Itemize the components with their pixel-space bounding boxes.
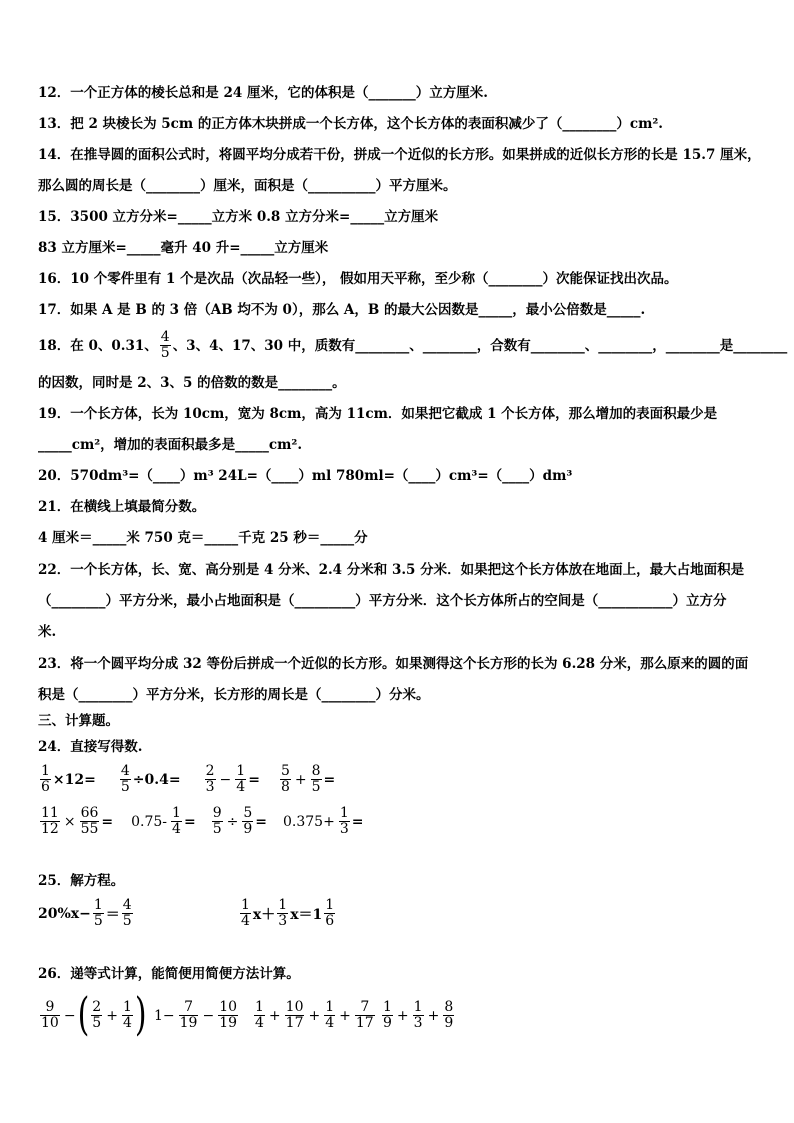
question-15-line-2: 83 立方厘米=_____毫升 40 升=_____立方厘米: [38, 240, 329, 256]
expr-text: =: [248, 771, 260, 788]
expr-text: ×12=: [52, 771, 96, 788]
q25-equation-1: [38, 898, 135, 929]
fraction: $\frac{2}{5}$: [92, 999, 102, 1031]
question-14-line-2: 那么圆的周长是（________）厘米，面积是（__________）平方厘米。: [38, 178, 457, 194]
fraction: $\frac{4}{5}$: [120, 763, 130, 795]
question-22-line-2: （________）平方分米，最小占地面积是（_________）平方分米．这个长方体所占的空间是（___________）立方分: [38, 593, 727, 609]
fraction: $\frac{9}{5}$: [212, 805, 222, 837]
question-21: 21．在横线上填最简分数。: [38, 499, 206, 515]
question-23-line-1: 23．将一个圆平均分成 32 等份后拼成一个近似的长方形。如果测得这个长方形的长为 6.28 分米，那么原来的圆的面: [38, 656, 749, 672]
expr-text: =: [255, 813, 267, 830]
question-14-line-1: 14．在推导圆的面积公式时，将圆平均分成若干份，拼成一个近似的长方形。如果拼成的近似长方形的长是 15.7 厘米，: [38, 147, 761, 163]
fraction: $\frac{1}{4}$: [122, 999, 132, 1031]
question-16: 16．10 个零件里有 1 个是次品（次品轻一些）， 假如用天平称，至少称（________）次能保证找出次品。: [38, 271, 678, 287]
fraction: $\frac{10}{17}$: [285, 999, 304, 1031]
fraction: $\frac{1}{6}$: [41, 763, 50, 795]
fraction: $\frac{1}{3}$: [278, 897, 288, 929]
question-21-items: 4 厘米＝_____米 750 克＝_____千克 25 秒＝_____分: [38, 530, 368, 546]
question-19-line-1: 19．一个长方体，长为 10cm，宽为 8cm，高为 11cm．如果把它截成 1 个长方体，那么增加的表面积最少是: [38, 406, 718, 422]
operator: +: [268, 1007, 281, 1024]
expr-text: =: [351, 813, 364, 830]
fraction: $\frac{9}{10}$: [41, 999, 59, 1031]
q24-row-1: [38, 764, 335, 795]
operator: −: [219, 771, 232, 788]
expr-text: =: [183, 813, 196, 830]
operator: ÷: [226, 813, 239, 830]
q26-expression-1: [38, 988, 147, 1041]
fraction: $\frac{8}{5}$: [311, 763, 321, 795]
fraction: $\frac{1}{3}$: [413, 999, 423, 1031]
fraction: $\frac{1}{3}$: [339, 805, 349, 837]
fraction: $\frac{8}{9}$: [444, 999, 454, 1031]
q18-suffix: 、3、4、17、30 中，质数有________、________，合数有________、________，________是________: [172, 337, 788, 354]
operator: +: [339, 1007, 351, 1024]
right-paren: ): [134, 988, 147, 1041]
question-18-line-2: 的因数，同时是 2、3、5 的倍数的数是________。: [38, 375, 346, 391]
operator: +: [294, 771, 307, 788]
section-3-heading: 三、计算题。: [38, 713, 119, 729]
fraction: $\frac{4}{5}$: [160, 329, 170, 361]
fraction: $\frac{7}{19}$: [179, 999, 198, 1031]
fraction: $\frac{1}{4}$: [236, 763, 246, 795]
left-paren: (: [77, 988, 90, 1041]
fraction: $\frac{7}{17}$: [355, 999, 374, 1031]
question-20: 20．570dm³=（____）m³ 24L=（____）ml 780ml=（____）cm³=（____）dm³: [38, 468, 573, 484]
expr-text: =: [323, 771, 336, 788]
q25-equation-2: [238, 898, 337, 929]
question-12: 12．一个正方体的棱长总和是 24 厘米，它的体积是（_______）立方厘米.: [38, 85, 488, 101]
fraction: $\frac{2}{3}$: [205, 763, 215, 795]
fraction: $\frac{10}{19}$: [219, 999, 238, 1031]
fraction: $\frac{1}{5}$: [93, 897, 103, 929]
expr-text: 0.375+: [283, 813, 335, 830]
q26-expression-4: [380, 1000, 456, 1031]
expr-text: ÷0.4=: [132, 771, 181, 788]
question-23-line-2: 积是（________）平方分米，长方形的周长是（________）分米。: [38, 687, 430, 703]
question-22-line-1: 22．一个长方体，长、宽、高分别是 4 分米、2.4 分米和 3.5 分米．如果把这个长方体放在地面上，最大占地面积是: [38, 562, 745, 578]
question-19-line-2: _____cm²，增加的表面积最多是_____cm².: [38, 437, 303, 453]
q26-expression-2: [152, 1000, 240, 1031]
q24-row-2: [38, 806, 363, 837]
operator: −: [63, 1007, 76, 1024]
fraction: $\frac{5}{9}$: [243, 805, 253, 837]
fraction: $\frac{4}{5}$: [122, 897, 132, 929]
expr-text: 20%x−: [38, 905, 91, 922]
expr-text: x＋: [252, 906, 276, 923]
expr-text: 0.75-: [131, 813, 168, 830]
operator: +: [427, 1007, 440, 1024]
fraction: $\frac{1}{6}$: [325, 897, 335, 929]
question-24: 24．直接写得数.: [38, 739, 143, 755]
question-18-line-1: [38, 330, 787, 361]
fraction: $\frac{1}{4}$: [172, 805, 181, 837]
q26-expression-3: [252, 1000, 377, 1031]
operator: +: [396, 1007, 409, 1024]
question-17: 17．如果 A 是 B 的 3 倍（AB 均不为 0），那么 A，B 的最大公因数是_____，最小公倍数是_____.: [38, 302, 646, 318]
fraction: $\frac{11}{12}$: [41, 805, 59, 837]
fraction: $\frac{66}{55}$: [80, 805, 99, 837]
fraction: $\frac{1}{9}$: [383, 999, 392, 1031]
question-25: 25．解方程。: [38, 873, 125, 889]
expr-text: x＝1: [290, 906, 323, 923]
fraction: $\frac{1}{4}$: [255, 999, 264, 1031]
operator: +: [106, 1007, 118, 1024]
expr-text: ＝: [105, 906, 120, 923]
operator: +: [308, 1007, 321, 1024]
question-15-line-1: 15．3500 立方分米=_____立方米 0.8 立方分米=_____立方厘米: [38, 209, 439, 225]
fraction: $\frac{5}{8}$: [280, 763, 290, 795]
question-22-line-3: 米.: [38, 624, 57, 640]
question-13: 13．把 2 块棱长为 5cm 的正方体木块拼成一个长方体，这个长方体的表面积减少了（________）cm².: [38, 116, 663, 132]
operator: ×: [63, 813, 76, 830]
q18-prefix: 18．在 0、0.31、: [38, 337, 158, 354]
fraction: $\frac{1}{4}$: [325, 999, 335, 1031]
fraction: $\frac{1}{4}$: [241, 897, 250, 929]
expr-text: =: [101, 813, 114, 830]
operator: −: [202, 1007, 215, 1024]
expr-text: 1−: [154, 1007, 175, 1024]
question-26: 26．递等式计算，能简便用简便方法计算。: [38, 966, 300, 982]
